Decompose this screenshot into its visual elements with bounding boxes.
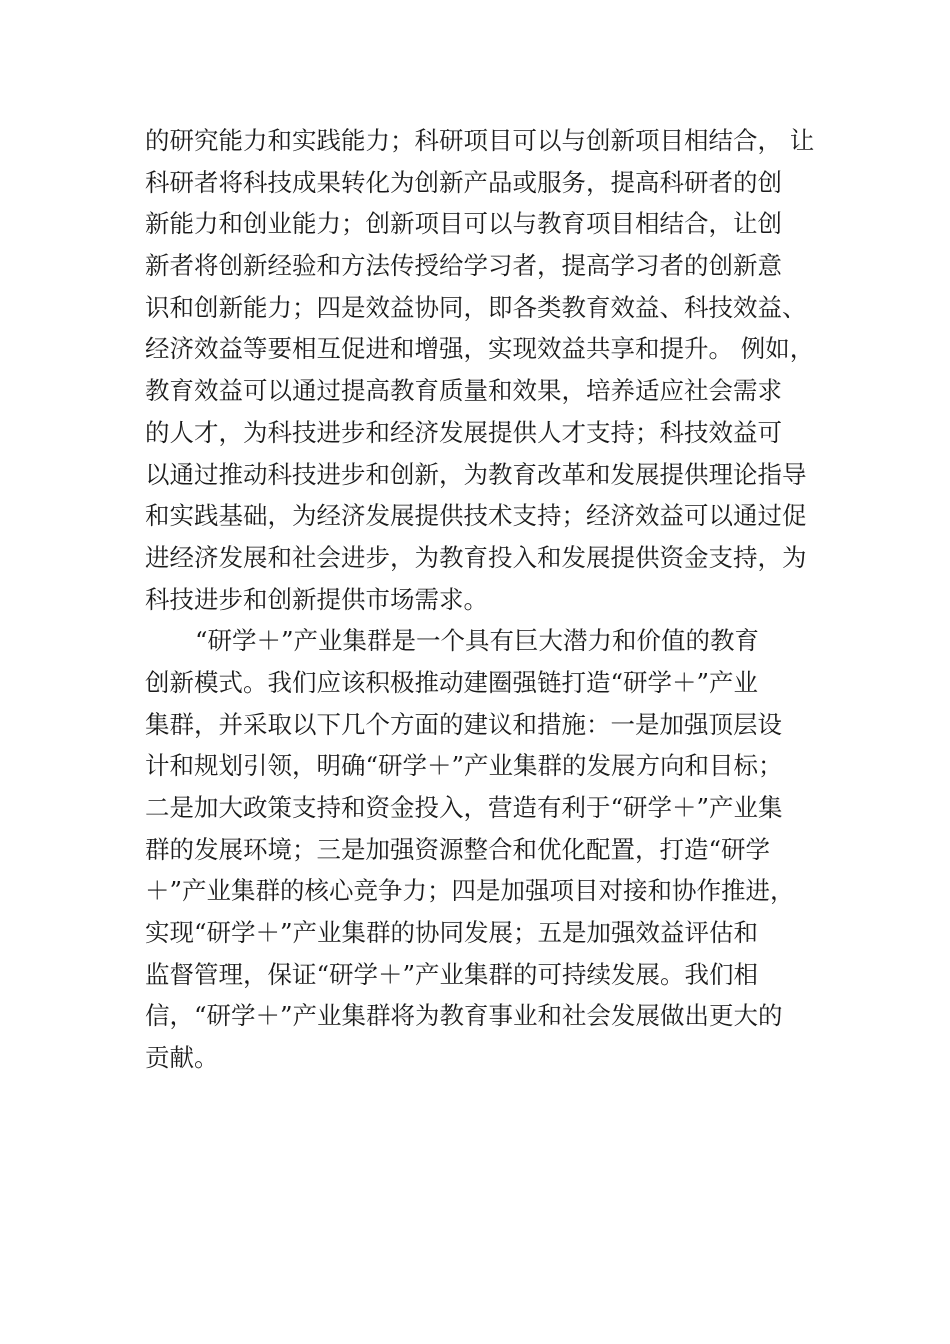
text-line: 的人才，为科技进步和经济发展提供人才支持；科技效益可: [145, 417, 782, 447]
text-line: 新者将创新经验和方法传授给学习者，提高学习者的创新意: [145, 251, 782, 281]
text-line: 二是加大政策支持和资金投入，营造有利于“研学＋”产业集: [145, 793, 783, 822]
paragraph-2: [145, 620, 825, 1079]
text-line: 以通过推动科技进步和创新，为教育改革和发展提供理论指导: [145, 459, 807, 489]
text-line: 科研者将科技成果转化为创新产品或服务，提高科研者的创: [145, 167, 782, 197]
paragraph-1: [145, 120, 825, 620]
text-line: 和实践基础，为经济发展提供技术支持；经济效益可以通过促: [145, 501, 807, 531]
text-line: 实现“研学＋”产业集群的协同发展；五是加强效益评估和: [145, 918, 759, 948]
text-line: 贡献。: [145, 1043, 219, 1073]
text-line: 创新模式。我们应该积极推动建圈强链打造“研学＋”产业: [145, 667, 759, 697]
text-line: 进经济发展和社会进步，为教育投入和发展提供资金支持，为: [145, 542, 807, 572]
text-line: 监督管理，保证“研学＋”产业集群的可持续发展。我们相: [145, 959, 759, 989]
text-line: 新能力和创业能力；创新项目可以与教育项目相结合，让创: [145, 209, 782, 239]
text-line: 识和创新能力；四是效益协同，即各类教育效益、科技效益、: [145, 292, 807, 322]
body-text: [145, 120, 825, 1079]
text-line: 经济效益等要相互促进和增强，实现效益共享和提升。 例如，: [145, 334, 815, 364]
text-line: 信，“研学＋”产业集群将为教育事业和社会发展做出更大的: [145, 1001, 783, 1031]
text-line: 科技进步和创新提供市场需求。: [145, 584, 488, 614]
text-line: ＋”产业集群的核心竞争力；四是加强项目对接和协作推进，: [145, 876, 795, 906]
text-line: 计和规划引领，明确“研学＋”产业集群的发展方向和目标；: [145, 751, 783, 781]
text-line: 的研究能力和实践能力；科研项目可以与创新项目相结合， 让: [145, 126, 815, 155]
text-line: 教育效益可以通过提高教育质量和效果，培养适应社会需求: [145, 376, 782, 406]
text-line: “研学＋”产业集群是一个具有巨大潜力和价值的教育: [195, 626, 760, 656]
text-line: 群的发展环境；三是加强资源整合和优化配置，打造“研学: [145, 834, 771, 864]
text-line: 集群，并采取以下几个方面的建议和措施：一是加强顶层设: [145, 709, 782, 739]
